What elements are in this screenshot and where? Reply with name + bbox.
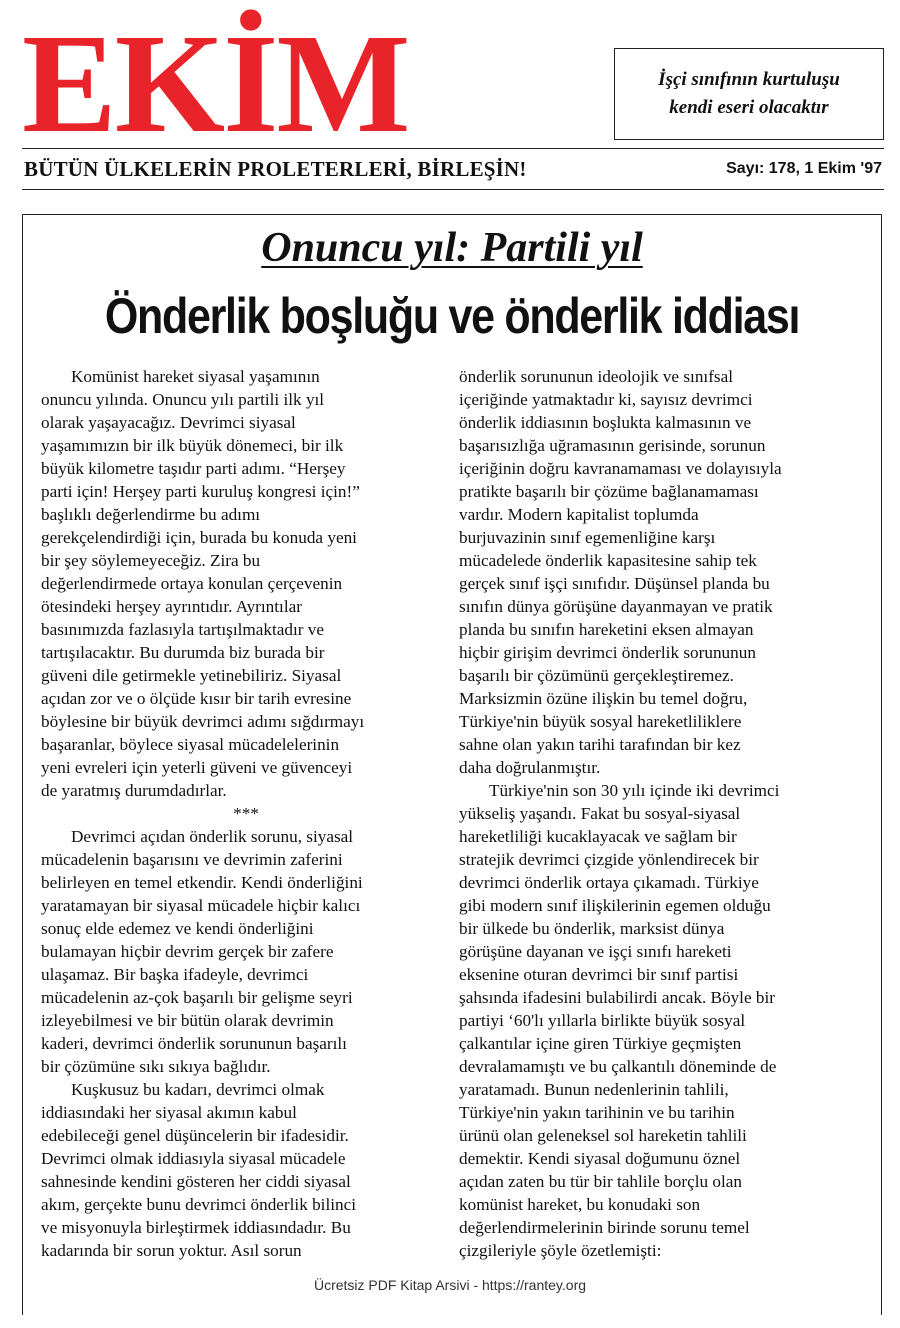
- masthead: [22, 4, 442, 162]
- paragraph: Devrimci açıdan önderlik sorunu, siyasal mücadelenin başarısını ve devrimin zaferini belirleyen en temel etkendir. Kendi önderliğini yaratamayan bir siyasal mücadele hiçbir kalıcı sonuç elde edemez ve kendi önderliğini bulamayan hiçbir devrim gerçek bir zafere ulaşamaz. Bir başka ifadeyle, devrimci mücadelenin az-çok başarılı bir gelişme seyri izleyebilmesi ve bir bütün olarak devrimin kaderi, devrimci önderlik sorununun başarılı bir çözümüne sıkı sıkıya bağlıdır.: [41, 827, 363, 1076]
- slogan: BÜTÜN ÜLKELERİN PROLETERLERİ, BİRLEŞİN!: [24, 157, 527, 181]
- footer-watermark: Ücretsiz PDF Kitap Arsivi - https://rantey.org: [313, 1277, 587, 1293]
- left-column: [41, 365, 451, 1262]
- slogan-bar: [22, 148, 884, 190]
- motto-line-2: kendi eseri olacaktır: [669, 97, 829, 118]
- motto-line-1: İşçi sınıfının kurtuluşu: [658, 69, 840, 90]
- article-headline: Önderlik boşluğu ve önderlik iddiası: [104, 288, 800, 344]
- issue-number: Sayı: 178, 1 Ekim '97: [726, 160, 882, 177]
- logo: EKİM: [22, 4, 409, 162]
- article: [22, 214, 882, 1315]
- article-kicker: Onuncu yıl: Partili yıl: [261, 225, 643, 271]
- right-column: [459, 365, 864, 1262]
- paragraph: Kuşkusuz bu kadarı, devrimci olmak iddiasındaki her siyasal akımın kabul edebileceği genel düşüncelerin bir ifadesidir. Devrimci olmak iddiasıyla siyasal mücadele sahnesinde kendini gösteren her ciddi siyasal akım, gerçekte bunu devrimci önderlik bilinci ve misyonuyla birleştirmek iddiasındadır. Bu kadarında bir sorun yoktur. Asıl sorun: [41, 1080, 357, 1260]
- paragraph: önderlik sorununun ideolojik ve sınıfsal içeriğinde yatmaktadır ki, sayısız devrimci önderlik iddiasının boşlukta kalmasının ve başarısızlığa uğramasının gerisinde, sorunun içeriğinin doğru kavranamaması ve dolayısıyla pratikte başarılı bir çözüme bağlanamaması vardır. Modern kapitalist toplumda burjuvazinin sınıf egemenliğine karşı mücadelede önderlik kapasitesine sahip tek gerçek sınıf işçi sınıfıdır. Düşünsel planda bu sınıfın dünya görüşüne dayanmayan ve pratik planda bu sınıfın hareketini eksen almayan hiçbir girişim devrimci önderlik sorununun başarılı bir çözümünü gerçekleştiremez. Marksizmin özüne ilişkin bu temel doğru, Türkiye'nin büyük sosyal hareketliliklere sahne olan yakın tarihi tarafından bir kez daha doğrulanmıştır.: [459, 367, 782, 777]
- paragraph: Türkiye'nin son 30 yılı içinde iki devrimci yükseliş yaşandı. Fakat bu sosyal-siyasal hareketliliği kucaklayacak ve sağlam bir stratejik devrimci çizgide yönlendirecek bir devrimci önderlik ortaya çıkamadı. Türkiye gibi modern sınıf ilişkilerinin egemen olduğu bir ülkede bu önderlik, marksist dünya görüşüne dayanan ve işçi sınıfı hareketi eksenine oturan devrimci bir sınıf partisi şahsında ifadesini bulabilirdi ancak. Böyle bir partiyi ‘60'lı yıllarla birlikte büyük sosyal çalkantılar içine giren Türkiye geçmişten devralamamıştı ve bu çalkantılı döneminde de yaratamadı. Bunun nedenlerinin tahlili, Türkiye'nin yakın tarihinin ve bu tarihin ürünü olan geleneksel sol hareketin tahlili demektir. Kendi siyasal doğumunu öznel açıdan zaten bu tür bir tahlile borçlu olan komünist hareket, bu konudaki son değerlendirmelerinin birinde sorunu temel çizgileriyle şöyle özetlemişti:: [459, 781, 780, 1260]
- motto-box: [614, 48, 884, 140]
- paragraph: Komünist hareket siyasal yaşamının onuncu yılında. Onuncu yılı partili ilk yıl olarak yaşayacağız. Devrimci siyasal yaşamımızın bir ilk büyük dönemeci, bir ilk büyük kilometre taşıdır parti adımı. “Herşey parti için! Herşey parti kuruluş kongresi için!” başlıklı değerlendirme bu adımı gerekçelendirdiği için, burada bu konuda yeni bir şey söylemeyeceğiz. Zira bu değerlendirmede ortaya konulan çerçevenin ötesindeki herşey ayrıntıdır. Ayrıntılar basınımızda fazlasıyla tartışılmaktadır ve tartışılacaktır. Bu durumda biz burada bir güveni dile getirmekle yetinebiliriz. Siyasal açıdan zor ve o ölçüde kısır bir tarih evresine böylesine bir büyük devrimci adımı sığdırmayı başaranlar, böylece siyasal mücadelelerinin yeni evreleri için yeterli güveni ve güvenceyi de yaratmış durumdadırlar.: [41, 367, 365, 800]
- section-separator: ***: [233, 804, 259, 823]
